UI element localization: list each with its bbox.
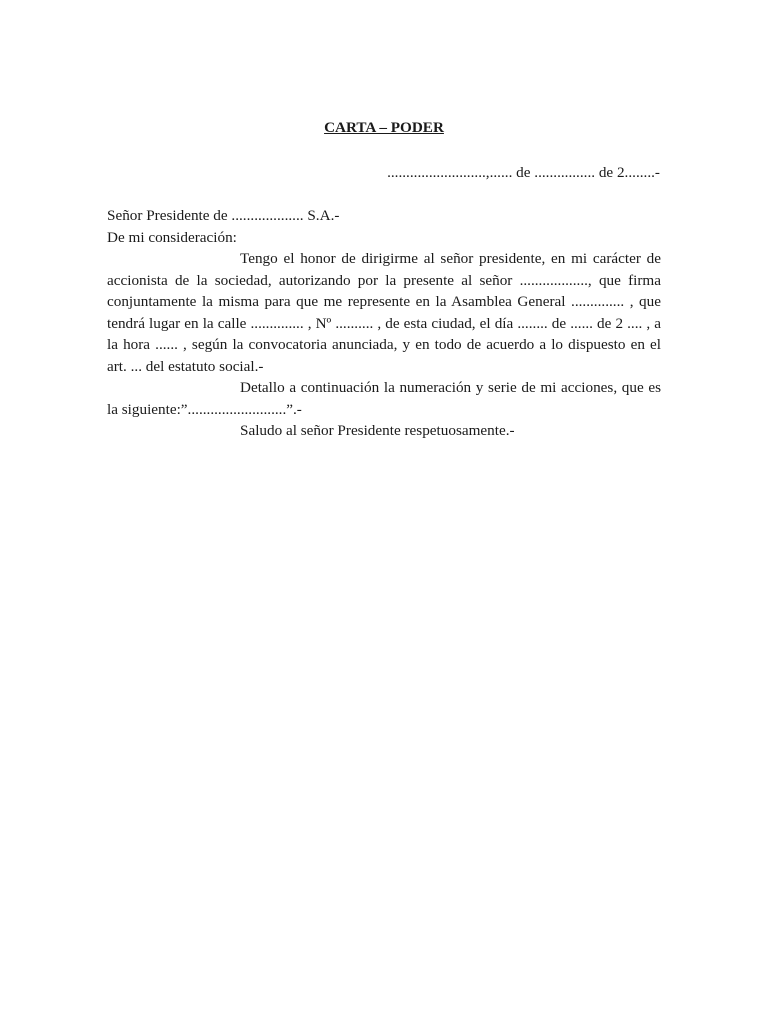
authorization-paragraph: Tengo el honor de dirigirme al señor presidente, en mi carácter de accionista de la sociedad, autorizando por la presente al señor .................., que firma conjuntamente la misma para que me represente en la Asamblea General .............. , que tendrá lugar en la calle .............. , Nº .......... , de esta ciudad, el día ........ de ...... de 2 .... , a la hora ...... , según la convocatoria anunciada, y en todo de acuerdo a lo dispuesto en el art. ... del estatuto social.- xyxy=(107,250,661,375)
place-date-line: ..........................,...... de ................ de 2........- xyxy=(387,164,660,181)
closing-line: Saludo al señor Presidente respetuosamente.- xyxy=(240,422,515,439)
document-title: CARTA – PODER xyxy=(324,119,444,136)
salutation-line: De mi consideración: xyxy=(107,228,237,246)
letter-body xyxy=(107,205,661,442)
addressee-line: Señor Presidente de ................... S.A.- xyxy=(107,207,340,224)
shares-detail-paragraph: Detallo a continuación la numeración y serie de mi acciones, que es la siguiente:”..........................”.- xyxy=(107,379,661,418)
